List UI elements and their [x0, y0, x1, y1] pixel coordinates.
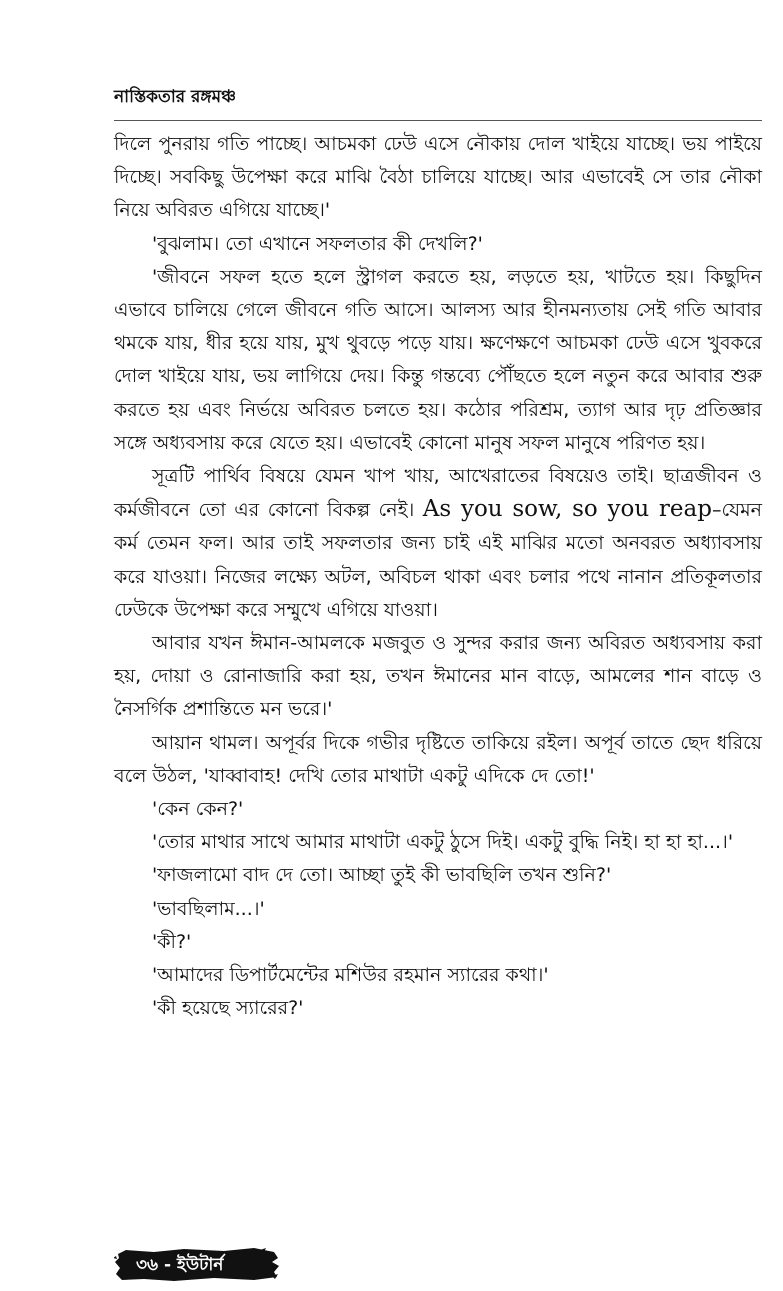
paragraph: 'আমাদের ডিপার্টমেন্টের মশিউর রহমান স্যারের কথা।' [152, 964, 549, 987]
page-footer [114, 1246, 280, 1282]
paragraph: দিলে পুনরায় গতি পাচ্ছে। আচমকা ঢেউ এসে নৌকায় দোল খাইয়ে যাচ্ছে। ভয় পাইয়ে দিচ্ছে। সবকিছু উপেক্ষা করে মাঝি বৈঠা চালিয়ে যাচ্ছে। আর এভাবেই সে তার নৌকা নিয়ে অবিরত এগিয়ে যাচ্ছে।' [114, 133, 762, 222]
paragraph: 'জীবনে সফল হতে হলে স্ট্রাগল করতে হয়, লড়তে হয়, খাটতে হয়। কিছুদিন এভাবে চালিয়ে গেলে জীবনে গতি আসে। আলস্য আর হীনমন্যতায় সেই গতি আবার থমকে যায়, ধীর হয়ে যায়, মুখ থুবড়ে পড়ে যায়। ক্ষণেক্ষণে আচমকা ঢেউ এসে খুবকরে দোল খাইয়ে যায়, ভয় লাগিয়ে দেয়। কিন্তু গন্তব্যে পৌঁছতে হলে নতুন করে আবার শুরু করতে হয় এবং নির্ভয়ে অবিরত চলতে হয়। কঠোর পরিশ্রম, ত্যাগ আর দৃঢ় প্রতিজ্ঞার সঙ্গে অধ্যবসায় করে যেতে হয়। এভাবেই কোনো মানুষ সফল মানুষে পরিণত হয়। [114, 265, 762, 454]
paragraph: 'কেন কেন?' [152, 798, 244, 821]
paragraph: আয়ান থামল। অপূর্বর দিকে গভীর দৃষ্টিতে তাকিয়ে রইল। অপূর্ব তাতে ছেদ ধরিয়ে বলে উঠল, 'যাব্বাবাহ! দেখি তোর মাথাটা একটু এদিকে দে তো!' [114, 731, 762, 787]
paragraph: 'ভাবছিলাম...।' [152, 897, 265, 920]
paragraph: 'তোর মাথার সাথে আমার মাথাটা একটু ঠুসে দিই। একটু বুদ্ধি নিই। হা হা হা...।' [152, 831, 734, 854]
page-body [114, 128, 762, 1025]
paragraph: আবার যখন ঈমান-আমলকে মজবুত ও সুন্দর করার জন্য অবিরত অধ্যবসায় করা হয়, দোয়া ও রোনাজারি করা হয়, তখন ঈমানের মান বাড়ে, আমলের শান বাড়ে ও নৈসর্গিক প্রশান্তিতে মন ভরে।' [114, 632, 762, 721]
paragraph-text: –যেমন কর্ম তেমন ফল। আর তাই সফলতার জন্য চাই এই মাঝির মতো অনবরত অধ্যাবসায় করে যাওয়া। নিজের লক্ষ্যে অটল, অবিচল থাকা এবং চলার পথে নানান প্রতিকূলতার ঢেউকে উপেক্ষা করে সম্মুখে এগিয়ে যাওয়া। [114, 499, 762, 621]
paragraph: 'বুঝলাম। তো এখানে সফলতার কী দেখলি?' [152, 232, 483, 255]
header-rule [114, 120, 762, 121]
paragraph: 'কী হয়েছে স্যারের?' [152, 997, 304, 1020]
page-number: ৩৬ - ইউটার্ন [136, 1255, 224, 1275]
paragraph-text: সূত্রটি পার্থিব বিষয়ে যেমন খাপ খায়, আখেরাতের বিষয়েও তাই। ছাত্রজীবন ও কর্মজীবনে তো এর কোনো বিকল্প নেই। [114, 465, 762, 522]
paragraph: 'কী?' [152, 930, 192, 953]
english-proverb: As you sow, so you reap [422, 496, 712, 523]
paragraph [114, 460, 762, 627]
running-header: নাস্তিকতার রঙ্গমঞ্চ [114, 87, 236, 107]
paragraph: 'ফাজলামো বাদ দে তো। আচ্ছা তুই কী ভাবছিলি তখন শুনি?' [152, 864, 612, 887]
